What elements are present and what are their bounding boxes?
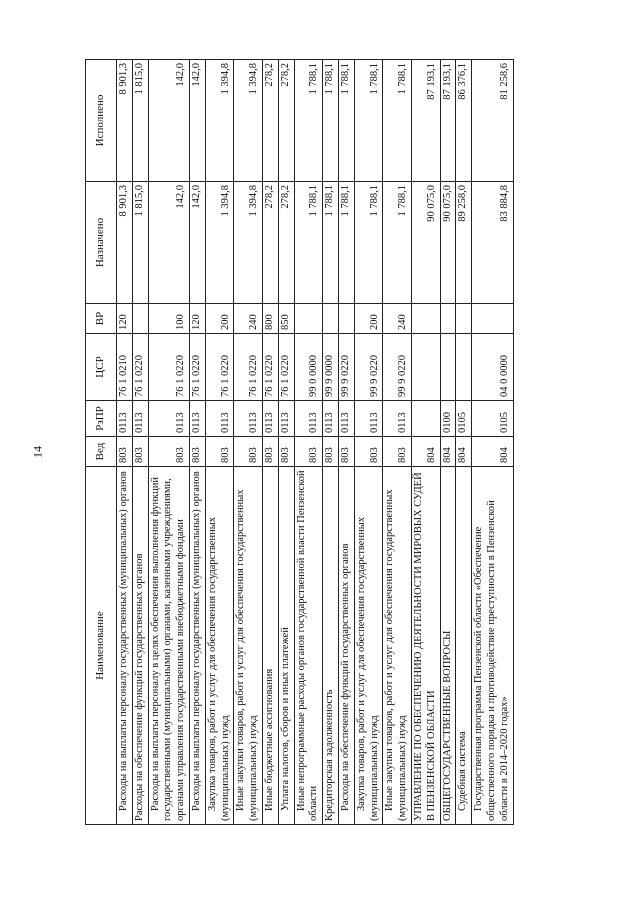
cell-csr: 99 9 0220 (354, 334, 383, 401)
cell-csr: 76 1 0220 (262, 334, 278, 401)
cell-rzpr: 0113 (132, 401, 148, 437)
page-number: 14 (30, 446, 45, 458)
cell-name: УПРАВЛЕНИЕ ПО ОБЕСПЕЧЕНИЮ ДЕЯТЕЛЬНОСТИ МИРОВЫХ СУДЕЙ В ПЕНЗЕНСКОЙ ОБЛАСТИ (411, 467, 440, 825)
table-row (440, 60, 456, 825)
table-row (262, 60, 278, 825)
cell-vr: 200 (354, 304, 383, 334)
cell-csr (440, 334, 456, 401)
cell-done: 1 815,0 (132, 60, 148, 182)
cell-ved: 804 (411, 437, 440, 467)
cell-vr (323, 304, 339, 334)
cell-assigned: 1 788,1 (338, 182, 354, 304)
cell-done: 87 193,1 (411, 60, 440, 182)
cell-name: Иные закупки товаров, работ и услуг для обеспечения государственных (муниципальных) нужд (383, 467, 412, 825)
cell-name: ОБЩЕГОСУДАРСТВЕННЫЕ ВОПРОСЫ (440, 467, 456, 825)
cell-vr (132, 304, 148, 334)
header-rzpr: РзПР (86, 401, 117, 437)
cell-ved: 803 (323, 437, 339, 467)
cell-rzpr: 0113 (189, 401, 205, 437)
cell-assigned: 90 075,0 (411, 182, 440, 304)
cell-rzpr: 0100 (440, 401, 456, 437)
cell-rzpr (411, 401, 440, 437)
cell-name: Судебная система (456, 467, 472, 825)
table-row (234, 60, 263, 825)
cell-done: 1 394,8 (205, 60, 234, 182)
cell-ved: 803 (148, 437, 189, 467)
cell-name: Государственная программа Пензенской области «Обеспечение общественного порядка и противодействие преступности в Пензенской области в 2014–2020 годах» (472, 467, 513, 825)
cell-assigned: 1 394,8 (205, 182, 234, 304)
cell-ved: 803 (205, 437, 234, 467)
cell-rzpr: 0113 (262, 401, 278, 437)
rotated-table-wrapper (85, 60, 514, 825)
cell-csr (411, 334, 440, 401)
table-row (411, 60, 440, 825)
table-row (383, 60, 412, 825)
cell-done: 1 788,1 (383, 60, 412, 182)
cell-done: 1 788,1 (354, 60, 383, 182)
cell-ved: 803 (383, 437, 412, 467)
table-row (354, 60, 383, 825)
cell-name: Закупка товаров, работ и услуг для обеспечения государственных (муниципальных) нужд (354, 467, 383, 825)
cell-name: Расходы на выплаты персоналу государственных (муниципальных) органов (117, 467, 133, 825)
cell-rzpr: 0113 (205, 401, 234, 437)
cell-done: 278,2 (278, 60, 294, 182)
cell-name: Иные бюджетные ассигнования (262, 467, 278, 825)
cell-vr (440, 304, 456, 334)
cell-ved: 803 (234, 437, 263, 467)
cell-csr: 76 1 0220 (132, 334, 148, 401)
cell-name: Иные закупки товаров, работ и услуг для обеспечения государственных (муниципальных) нужд (234, 467, 263, 825)
cell-done: 8 901,3 (117, 60, 133, 182)
table-row (189, 60, 205, 825)
cell-ved: 803 (189, 437, 205, 467)
table-row (323, 60, 339, 825)
cell-assigned: 83 884,8 (472, 182, 513, 304)
cell-name: Расходы на обеспечение функций государственных органов (132, 467, 148, 825)
cell-rzpr: 0113 (278, 401, 294, 437)
cell-vr: 200 (205, 304, 234, 334)
cell-assigned: 1 394,8 (234, 182, 263, 304)
cell-name: Закупка товаров, работ и услуг для обеспечения государственных (муниципальных) нужд (205, 467, 234, 825)
cell-rzpr: 0105 (472, 401, 513, 437)
table-row (456, 60, 472, 825)
cell-vr: 120 (189, 304, 205, 334)
header-ved: Вед (86, 437, 117, 467)
cell-rzpr: 0113 (323, 401, 339, 437)
table-row (117, 60, 133, 825)
cell-ved: 803 (338, 437, 354, 467)
table-header-row (86, 60, 117, 825)
table-row (205, 60, 234, 825)
cell-name: Расходы на обеспечение функций государственных органов (338, 467, 354, 825)
cell-csr: 76 1 0220 (234, 334, 263, 401)
cell-assigned: 142,0 (189, 182, 205, 304)
cell-vr: 240 (383, 304, 412, 334)
cell-csr: 76 1 0220 (205, 334, 234, 401)
cell-ved: 803 (117, 437, 133, 467)
cell-csr: 76 1 0220 (148, 334, 189, 401)
cell-rzpr: 0113 (338, 401, 354, 437)
cell-rzpr: 0113 (234, 401, 263, 437)
cell-ved: 803 (294, 437, 323, 467)
cell-csr: 76 1 0220 (189, 334, 205, 401)
cell-done: 1 788,1 (338, 60, 354, 182)
cell-done: 278,2 (262, 60, 278, 182)
header-name: Наименование (86, 467, 117, 825)
cell-csr (456, 334, 472, 401)
header-assigned: Назначено (86, 182, 117, 304)
cell-csr: 99 9 0000 (323, 334, 339, 401)
cell-assigned: 1 788,1 (383, 182, 412, 304)
table-row (278, 60, 294, 825)
header-done: Исполнено (86, 60, 117, 182)
cell-done: 81 258,6 (472, 60, 513, 182)
cell-ved: 804 (472, 437, 513, 467)
cell-name: Расходы на выплаты персоналу государственных (муниципальных) органов (189, 467, 205, 825)
cell-rzpr: 0113 (354, 401, 383, 437)
cell-ved: 803 (132, 437, 148, 467)
cell-done: 1 394,8 (234, 60, 263, 182)
cell-ved: 803 (354, 437, 383, 467)
cell-done: 1 788,1 (294, 60, 323, 182)
cell-vr (472, 304, 513, 334)
table-row (148, 60, 189, 825)
cell-csr: 76 1 0210 (117, 334, 133, 401)
cell-ved: 804 (456, 437, 472, 467)
cell-done: 86 376,1 (456, 60, 472, 182)
cell-assigned: 142,0 (148, 182, 189, 304)
cell-csr: 99 9 0220 (383, 334, 412, 401)
table-row (472, 60, 513, 825)
cell-ved: 804 (440, 437, 456, 467)
table-row (132, 60, 148, 825)
cell-assigned: 8 901,3 (117, 182, 133, 304)
cell-rzpr: 0113 (117, 401, 133, 437)
header-vr: ВР (86, 304, 117, 334)
cell-vr (294, 304, 323, 334)
cell-vr: 120 (117, 304, 133, 334)
cell-assigned: 90 075,0 (440, 182, 456, 304)
cell-rzpr: 0113 (148, 401, 189, 437)
cell-vr: 240 (234, 304, 263, 334)
cell-assigned: 278,2 (262, 182, 278, 304)
cell-done: 142,0 (189, 60, 205, 182)
cell-assigned: 89 258,0 (456, 182, 472, 304)
cell-done: 142,0 (148, 60, 189, 182)
cell-assigned: 278,2 (278, 182, 294, 304)
cell-vr (456, 304, 472, 334)
cell-csr: 76 1 0220 (278, 334, 294, 401)
cell-vr: 800 (262, 304, 278, 334)
cell-vr: 100 (148, 304, 189, 334)
cell-name: Иные непрограммные расходы органов государственной власти Пензенской области (294, 467, 323, 825)
budget-table (85, 59, 514, 825)
table-row (338, 60, 354, 825)
cell-vr (411, 304, 440, 334)
cell-done: 87 193,1 (440, 60, 456, 182)
cell-assigned: 1 788,1 (354, 182, 383, 304)
cell-name: Уплата налогов, сборов и иных платежей (278, 467, 294, 825)
cell-name: Кредиторская задолженность (323, 467, 339, 825)
cell-csr: 99 9 0220 (338, 334, 354, 401)
cell-done: 1 788,1 (323, 60, 339, 182)
cell-rzpr: 0113 (383, 401, 412, 437)
cell-vr: 850 (278, 304, 294, 334)
cell-vr (338, 304, 354, 334)
cell-assigned: 1 788,1 (323, 182, 339, 304)
cell-assigned: 1 788,1 (294, 182, 323, 304)
header-csr: ЦСР (86, 334, 117, 401)
cell-ved: 803 (278, 437, 294, 467)
cell-assigned: 1 815,0 (132, 182, 148, 304)
cell-csr: 04 0 0000 (472, 334, 513, 401)
cell-ved: 803 (262, 437, 278, 467)
cell-name: Расходы на выплаты персоналу в целях обеспечения выполнения функций государственными (муниципальными) органами, казенными учреждениями, органами управления государственными внебюджетными фондами (148, 467, 189, 825)
cell-rzpr: 0113 (294, 401, 323, 437)
table-row (294, 60, 323, 825)
cell-rzpr: 0105 (456, 401, 472, 437)
cell-csr: 99 0 0000 (294, 334, 323, 401)
